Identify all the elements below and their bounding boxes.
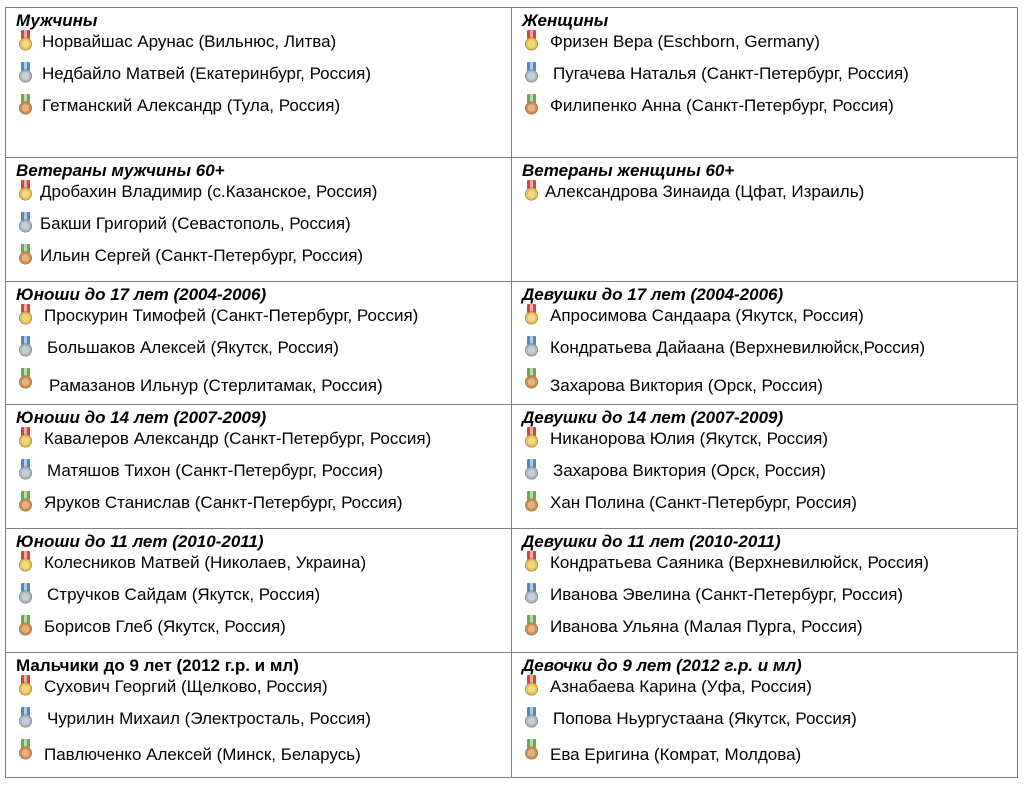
athlete-name: Борисов Глеб (Якутск, Россия)	[44, 617, 286, 636]
category-title: Женщины	[522, 11, 609, 30]
category-cell-men	[6, 8, 512, 158]
result-entry	[512, 182, 1017, 214]
athlete-name: Бакши Григорий (Севастополь, Россия)	[40, 214, 351, 233]
result-entry	[512, 429, 1017, 461]
result-entry	[6, 64, 511, 96]
results-row	[6, 8, 1018, 158]
athlete-name: Филипенко Анна (Санкт-Петербург, Россия)	[550, 96, 894, 115]
athlete-name: Хан Полина (Санкт-Петербург, Россия)	[550, 493, 857, 512]
bronze-medal-icon	[524, 615, 539, 637]
silver-medal-icon	[18, 459, 33, 481]
category-title: Девушки до 14 лет (2007-2009)	[522, 408, 784, 427]
category-title: Мужчины	[16, 11, 98, 30]
category-title: Юноши до 11 лет (2010-2011)	[16, 532, 264, 551]
category-title: Девушки до 11 лет (2010-2011)	[522, 532, 781, 551]
athlete-name: Колесников Матвей (Николаев, Украина)	[44, 553, 367, 572]
silver-medal-icon	[524, 583, 539, 605]
athlete-name: Иванова Эвелина (Санкт-Петербург, Россия)	[550, 585, 904, 604]
result-entry	[6, 493, 511, 525]
gold-medal-icon	[524, 304, 539, 326]
result-entry	[6, 741, 511, 773]
silver-medal-icon	[524, 707, 539, 729]
athlete-name: Попова Ньургустаана (Якутск, Россия)	[553, 709, 857, 728]
bronze-medal-icon	[524, 368, 539, 390]
athlete-name: Большаков Алексей (Якутск, Россия)	[47, 338, 339, 357]
athlete-name: Иванова Ульяна (Малая Пурга, Россия)	[550, 617, 863, 636]
athlete-name: Кондратьева Дайаана (Верхневилюйск,Россия)	[550, 338, 926, 357]
result-entry	[512, 585, 1017, 617]
results-row	[6, 282, 1018, 405]
results-row	[6, 529, 1018, 653]
result-entry	[512, 96, 1017, 128]
result-entry	[512, 493, 1017, 525]
result-entry	[512, 461, 1017, 493]
athlete-name: Ева Еригина (Комрат, Молдова)	[550, 745, 802, 764]
result-entry	[6, 306, 511, 338]
result-entry	[6, 709, 511, 741]
result-entry	[6, 429, 511, 461]
result-entry	[6, 461, 511, 493]
athlete-name: Дробахин Владимир (с.Казанское, Россия)	[40, 182, 378, 201]
bronze-medal-icon	[18, 739, 33, 761]
gold-medal-icon	[18, 551, 33, 573]
bronze-medal-icon	[524, 739, 539, 761]
gold-medal-icon	[524, 675, 539, 697]
athlete-name: Яруков Станислав (Санкт-Петербург, Россия)	[44, 493, 403, 512]
results-row	[6, 653, 1018, 778]
category-cell-girls-11	[512, 529, 1018, 653]
results-table	[5, 7, 1018, 778]
category-cell-boys-14	[6, 405, 512, 529]
category-title: Юноши до 17 лет (2004-2006)	[16, 285, 267, 304]
athlete-name: Захарова Виктория (Орск, Россия)	[550, 376, 823, 395]
silver-medal-icon	[18, 212, 33, 234]
category-cell-boys-9	[6, 653, 512, 778]
athlete-name: Фризен Вера (Eschborn, Germany)	[550, 32, 820, 51]
result-entry	[6, 214, 511, 246]
result-entry	[512, 306, 1017, 338]
result-entry	[512, 370, 1017, 402]
silver-medal-icon	[18, 62, 33, 84]
category-title: Ветераны мужчины 60+	[16, 161, 225, 180]
athlete-name: Сухович Георгий (Щелково, Россия)	[44, 677, 328, 696]
silver-medal-icon	[524, 336, 539, 358]
result-entry	[6, 553, 511, 585]
athlete-name: Проскурин Тимофей (Санкт-Петербург, Россия)	[44, 306, 419, 325]
athlete-name: Норвайшас Арунас (Вильнюс, Литва)	[42, 32, 337, 51]
category-cell-girls-17	[512, 282, 1018, 405]
category-cell-women	[512, 8, 1018, 158]
gold-medal-icon	[524, 427, 539, 449]
athlete-name: Азнабаева Карина (Уфа, Россия)	[550, 677, 812, 696]
bronze-medal-icon	[18, 244, 33, 266]
bronze-medal-icon	[18, 491, 33, 513]
category-title: Юноши до 14 лет (2007-2009)	[16, 408, 267, 427]
athlete-name: Стручков Сайдам (Якутск, Россия)	[47, 585, 321, 604]
category-title: Девочки до 9 лет (2012 г.р. и мл)	[522, 656, 802, 675]
gold-medal-icon	[18, 427, 33, 449]
result-entry	[512, 553, 1017, 585]
category-cell-veteran-men	[6, 158, 512, 282]
athlete-name: Никанорова Юлия (Якутск, Россия)	[550, 429, 829, 448]
category-cell-veteran-women	[512, 158, 1018, 282]
category-cell-boys-11	[6, 529, 512, 653]
silver-medal-icon	[18, 336, 33, 358]
result-entry	[6, 32, 511, 64]
athlete-name: Захарова Виктория (Орск, Россия)	[553, 461, 826, 480]
athlete-name: Апросимова Сандаара (Якутск, Россия)	[550, 306, 864, 325]
gold-medal-icon	[18, 180, 33, 202]
result-entry	[6, 338, 511, 370]
category-cell-girls-14	[512, 405, 1018, 529]
athlete-name: Недбайло Матвей (Екатеринбург, Россия)	[42, 64, 371, 83]
result-entry	[512, 617, 1017, 649]
result-entry	[6, 182, 511, 214]
result-entry	[512, 338, 1017, 370]
bronze-medal-icon	[524, 94, 539, 116]
result-entry	[6, 96, 511, 128]
result-entry	[512, 677, 1017, 709]
athlete-name: Рамазанов Ильнур (Стерлитамак, Россия)	[49, 376, 383, 395]
category-title: Мальчики до 9 лет (2012 г.р. и мл)	[16, 656, 299, 675]
gold-medal-icon	[18, 304, 33, 326]
category-cell-girls-9	[512, 653, 1018, 778]
result-entry	[6, 585, 511, 617]
gold-medal-icon	[524, 551, 539, 573]
gold-medal-icon	[524, 180, 539, 202]
category-cell-boys-17	[6, 282, 512, 405]
gold-medal-icon	[18, 675, 33, 697]
result-entry	[512, 32, 1017, 64]
athlete-name: Кондратьева Саяника (Верхневилюйск, Россия)	[550, 553, 929, 572]
result-entry	[6, 246, 511, 278]
gold-medal-icon	[18, 30, 33, 52]
athlete-name: Ильин Сергей (Санкт-Петербург, Россия)	[40, 246, 364, 265]
silver-medal-icon	[18, 583, 33, 605]
category-title: Девушки до 17 лет (2004-2006)	[522, 285, 784, 304]
athlete-name: Кавалеров Александр (Санкт-Петербург, Россия)	[44, 429, 432, 448]
result-entry	[512, 741, 1017, 773]
result-entry	[512, 64, 1017, 96]
result-entry	[6, 370, 511, 402]
bronze-medal-icon	[18, 94, 33, 116]
result-entry	[6, 677, 511, 709]
athlete-name: Александрова Зинаида (Цфат, Израиль)	[545, 182, 865, 201]
results-row	[6, 158, 1018, 282]
silver-medal-icon	[18, 707, 33, 729]
athlete-name: Павлюченко Алексей (Минск, Беларусь)	[44, 745, 361, 764]
result-entry	[6, 617, 511, 649]
bronze-medal-icon	[18, 615, 33, 637]
bronze-medal-icon	[524, 491, 539, 513]
result-entry	[512, 709, 1017, 741]
silver-medal-icon	[524, 459, 539, 481]
category-title: Ветераны женщины 60+	[522, 161, 735, 180]
silver-medal-icon	[524, 62, 539, 84]
athlete-name: Гетманский Александр (Тула, Россия)	[42, 96, 341, 115]
athlete-name: Чурилин Михаил (Электросталь, Россия)	[47, 709, 371, 728]
athlete-name: Пугачева Наталья (Санкт-Петербург, Россия)	[553, 64, 909, 83]
results-row	[6, 405, 1018, 529]
gold-medal-icon	[524, 30, 539, 52]
bronze-medal-icon	[18, 368, 33, 390]
athlete-name: Матяшов Тихон (Санкт-Петербург, Россия)	[47, 461, 384, 480]
